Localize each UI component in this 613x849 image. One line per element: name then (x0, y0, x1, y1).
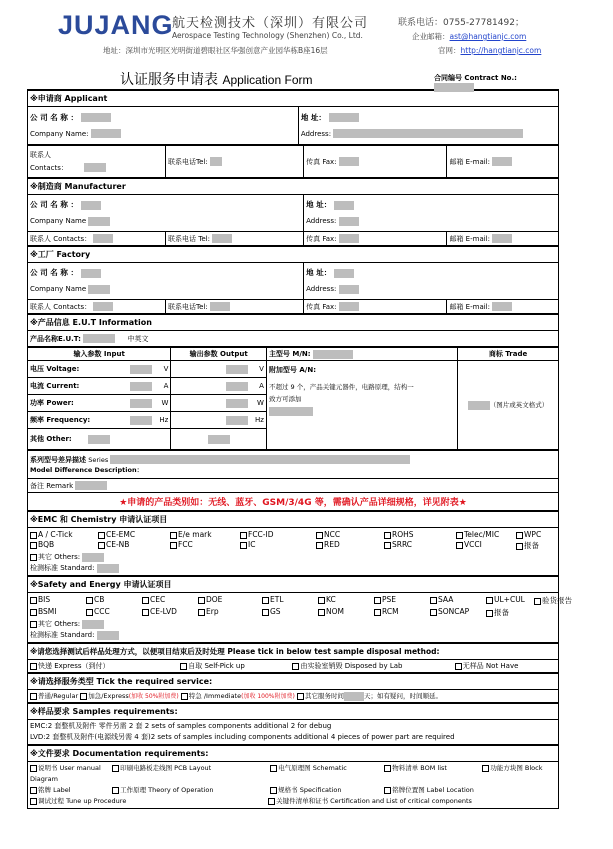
eut-table: ※产品信息 E.U.T Information 产品名称E.U.T: 中英文 (27, 314, 559, 347)
safety-item[interactable]: BIS (30, 595, 86, 606)
emc-item[interactable]: BQB (30, 540, 98, 551)
emc-item[interactable]: CE-EMC (98, 530, 170, 539)
red-note: ★申请的产品类别如：无线、蓝牙、GSM/3/4G 等，需确认产品详细规格，详见附表★ (28, 493, 559, 511)
contract-field[interactable] (434, 83, 474, 92)
mfr-tel-field[interactable] (212, 234, 232, 243)
safety-other-field[interactable] (82, 620, 104, 629)
form-titlebar (27, 68, 559, 90)
emc-item[interactable]: ROHS (384, 530, 456, 539)
safety-standard-field[interactable] (97, 631, 119, 640)
disposal-selfpick[interactable]: 自取 Self-Pick up (180, 661, 290, 671)
emc-table: ※EMC 和 Chemistry 申请认证项目 A / C-Tick CE-EMC E/e mark FCC-ID NCC ROHS Telec/MIC WPC BQB CE-NB FCC IC RED SRRC VCCI 报备 其它 Others: 检测标准 Standard: (27, 511, 559, 576)
disposal-bylab[interactable]: 由实验室销毁 Disposed by Lab (292, 661, 452, 671)
safety-item[interactable]: NOM (318, 607, 374, 618)
applicant-tel-field[interactable] (210, 157, 222, 166)
emc-standard-field[interactable] (97, 564, 119, 573)
factory-tel-field[interactable] (210, 302, 230, 311)
trade-field[interactable] (468, 401, 490, 410)
safety-item[interactable]: DOE (198, 595, 262, 606)
emc-item[interactable]: RED (316, 540, 384, 551)
service-regular[interactable]: 普通/Regular (30, 692, 78, 700)
doc-item[interactable]: 功能方块图 Block Diagram (30, 764, 543, 783)
company-mail: 企业邮箱：ast@hangtianjc.com (412, 32, 527, 41)
doc-item[interactable]: 关键件清单和证书 Certification and List of critical components (268, 797, 472, 805)
emc-item[interactable]: IC (240, 540, 316, 551)
emc-item[interactable]: Telec/MIC (456, 530, 516, 539)
manufacturer-table: ※制造商 Manufacturer 公 司 名 称 ： Company Name 地 址： Address: 联系人 Contacts： 联系电话 Tel: 传真 Fax: 邮箱 E-mail: (27, 178, 559, 246)
doc-item[interactable]: 调试过程 Tune up Procedure (30, 796, 266, 807)
safety-item[interactable]: UL+CUL (486, 595, 534, 606)
emc-item[interactable]: E/e mark (170, 530, 240, 539)
safety-item[interactable]: SAA (430, 595, 486, 606)
emc-item[interactable]: SRRC (384, 540, 456, 551)
doc-item[interactable]: 物料清单 BOM list (384, 763, 480, 774)
service-table (27, 673, 559, 703)
safety-item[interactable]: 报备 (486, 607, 534, 618)
safety-section: ※Safety and Energy 申请认证项目 (28, 577, 559, 593)
applicant-table: ※申请商 Applicant 公 司 名 称 ： Company Name: 地 址： Address: (27, 90, 559, 145)
manufacturer-section: ※制造商 Manufacturer (28, 179, 559, 195)
doc-item[interactable]: 铭牌位置图 Label Location (384, 786, 474, 794)
company-address: 地址：深圳市光明区光明街道碧眼社区华强创意产业园华栋B座16层 (103, 46, 328, 55)
disposal-section: ※请您选择测试后样品处理方式，以便项目结束后及时处理 Please tick in below test sample disposal method: (28, 644, 559, 660)
samples-table: ※样品要求 Samples requirements: EMC:2 套整机及附件 零件另需 2 套 2 sets of samples components additional 2 for debug LVD:2 套整机及附件(电源线另需 4 套)2 sets of samples including components additional 4 pieces of power part are required (27, 703, 559, 745)
service-days-field[interactable] (344, 692, 364, 701)
doc-item[interactable]: 电气原理图 Schematic (270, 763, 382, 774)
emc-section: ※EMC 和 Chemistry 申请认证项目 (28, 512, 559, 528)
out-voltage-field[interactable] (226, 365, 248, 374)
mail-link[interactable]: ast@hangtianjc.com (449, 32, 527, 41)
application-form: 认证服务申请表 Application Form 合同编号 Contract No.: ※申请商 Applicant 公 司 名 称 ： Company Name: 地 址： Address: 联系人 Contacts： 联系电话Tel: 传真 Fax: 邮箱 E-mail: ※制造商 Manufacturer 公 司 名 称 ： Company Name 地 址： Address: 联系人 Contacts： 联系电话 Tel: 传真 Fax: 邮箱 E-mail: ※工厂 Factory 公 司 名 称 ： Company Name 地 址： Address: 联系人 Contacts： 联系电话Tel: 传真 Fax: 邮箱 E-mail: ※产品信息 E.U.T Information 产品名称E.U.T: 中英文 输入参数 Input 输出参数 Output 主型号 M/N: 商标 Trade 电压 Voltage: V 电流 Current: A 功率 Power: W 频率 Frequency: Hz 其他 Other: V A W Hz 附加型号 A/N: 不超过 9 个，产品关键元器件，电路原理，结构一 致方可添加 （图片或英文格式） 系列型号差异描述 Series Model Difference Description： 备注 Remark ★申请的产品类别如：无线、蓝牙、GSM/3/4G 等，需确认产品详细规格，详见附表★ ※EMC 和 Chemistry 申请认证项目 A / C-Tick CE-EMC E/e mark FCC-ID NCC ROHS Telec/MIC WPC BQB CE-NB FCC IC RED SRRC VCCI 报备 其它 Others: 检测标准 Standard: ※Safety and Energy 申请认证项目 BIS CB CEC DOE ETL KC PSE SAA UL+CUL 验货报告 BSMI CCC CE-LVD Erp GS NOM RCM SONCAP 报备 其它 Others: 检测标准 Standard: ※请您选择测试后样品处理方式，以便项目结束后及时处理 Please tick in below test sample disposal method: 快递 Express（到付） 自取 Self-Pick up 由实验室销毁 Disposed by Lab 无样品 Not Have ※请选择服务类型 Tick the required service: 普通/Regular 加急/Express(加收 50%附加费) 特急 /Immediate(加收 100%附加费) 其它服务时间 天；如有疑问，时间顺延。 ※样品要求 Samples requirements: EMC:2 套整机及附件 零件另需 2 套 2 sets of samples components additional 2 for debug LVD:2 套整机及附件(电源线另需 4 套)2 sets of samples including components additional 4 pieces of power part are required ※文件要求 Documentation requirements: 说明书 User manual 印刷电路板走线图 PCB Layout 电气原理图 Schematic 物料清单 BOM list 功能方块图 Block Diagram 铭牌 Label 工作原理 Theory of Operation 规格书 Specification 铭牌位置图 Label Location 调试过程 Tune up Procedure 关键件清单和证书 Certification and List of critical components (27, 68, 559, 809)
factory-fax-field[interactable] (339, 302, 359, 311)
safety-item[interactable]: KC (318, 595, 374, 606)
safety-item[interactable]: 验货报告 (534, 595, 584, 606)
emc-item[interactable]: CE-NB (98, 540, 170, 551)
web-link[interactable]: http://hangtianjc.com (460, 46, 542, 55)
out-freq-field[interactable] (226, 416, 248, 425)
emc-item[interactable]: NCC (316, 530, 384, 539)
mfr-contact-field[interactable] (93, 234, 113, 243)
in-other-field[interactable] (88, 435, 110, 444)
disposal-express[interactable]: 快递 Express（到付） (30, 661, 178, 671)
safety-item[interactable]: BSMI (30, 607, 86, 618)
service-other[interactable]: 其它服务时间 天；如有疑问，时间顺延。 (297, 692, 442, 700)
add-model-field[interactable] (269, 407, 313, 416)
applicant-company-en-field[interactable] (91, 129, 121, 138)
doc-item[interactable]: 说明书 User manual (30, 763, 110, 774)
factory-company-cn-field[interactable] (81, 269, 101, 278)
remark-field[interactable] (75, 481, 107, 490)
disposal-none[interactable]: 无样品 Not Have (455, 662, 519, 670)
doc-item[interactable]: 规格书 Specification (270, 785, 382, 796)
service-immediate[interactable]: 特急 /Immediate(加收 100%附加费) (181, 692, 295, 700)
factory-section: ※工厂 Factory (28, 247, 559, 263)
applicant-fax-field[interactable] (339, 157, 359, 166)
emc-other-field[interactable] (82, 553, 104, 562)
output-head: 输出参数 Output (171, 348, 267, 361)
safety-item[interactable]: Erp (198, 607, 262, 618)
input-head: 输入参数 Input (28, 348, 171, 361)
emc-item[interactable]: FCC (170, 540, 240, 551)
safety-item[interactable]: ETL (262, 595, 318, 606)
company-logo: JUJANG (58, 10, 174, 40)
diff-series-field[interactable] (110, 455, 410, 464)
mfr-email-field[interactable] (492, 234, 512, 243)
company-tel: 联系电话：0755-27781492； (398, 18, 524, 28)
safety-item[interactable]: CCC (86, 607, 142, 618)
mfr-company-en-field[interactable] (88, 217, 110, 226)
disposal-table (27, 643, 559, 673)
factory-email-field[interactable] (492, 302, 512, 311)
eut-name-field[interactable] (83, 334, 115, 343)
service-section: ※请选择服务类型 Tick the required service: (28, 674, 559, 690)
applicant-email-field[interactable] (492, 157, 512, 166)
applicant-company-cn-field[interactable] (81, 113, 111, 122)
trade-head: 商标 Trade (458, 348, 559, 361)
emc-item[interactable]: 报备 (516, 540, 556, 551)
docs-table (27, 745, 559, 809)
in-current-field[interactable] (130, 382, 152, 391)
company-web: 官网：http://hangtianjc.com (438, 46, 542, 55)
safety-item[interactable]: CB (86, 595, 142, 606)
doc-item[interactable]: 工作原理 Theory of Operation (112, 785, 268, 796)
samples-section: ※样品要求 Samples requirements: (28, 704, 559, 720)
main-model-field[interactable] (313, 350, 353, 359)
applicant-addr-cn-field[interactable] (329, 113, 359, 122)
mfr-addr-cn-field[interactable] (334, 201, 354, 210)
mfr-addr-en-field[interactable] (339, 217, 359, 226)
out-other-field[interactable] (208, 435, 230, 444)
emc-item[interactable]: VCCI (456, 540, 516, 551)
safety-item[interactable]: CEC (142, 595, 198, 606)
factory-contact-field[interactable] (93, 302, 113, 311)
company-name-cn: 航天检测技术（深圳）有限公司 (172, 16, 369, 31)
eut-section: ※产品信息 E.U.T Information (28, 315, 559, 331)
factory-company-en-field[interactable] (88, 285, 110, 294)
safety-item[interactable]: SONCAP (430, 607, 486, 618)
emc-item[interactable]: FCC-ID (240, 530, 316, 539)
company-name-en: Aerospace Testing Technology (Shenzhen) Co., Ltd. (172, 31, 363, 40)
doc-item[interactable]: 印刷电路板走线图 PCB Layout (112, 763, 268, 774)
factory-addr-en-field[interactable] (339, 285, 359, 294)
mfr-company-cn-field[interactable] (81, 201, 101, 210)
in-voltage-field[interactable] (130, 365, 152, 374)
doc-item[interactable]: 铭牌 Label (30, 785, 110, 796)
applicant-section: ※申请商 Applicant (28, 91, 559, 107)
out-power-field[interactable] (226, 399, 248, 408)
factory-addr-cn-field[interactable] (334, 269, 354, 278)
applicant-contact-field[interactable] (84, 163, 106, 172)
form-title: 认证服务申请表 Application Form (120, 72, 313, 88)
safety-item[interactable]: PSE (374, 595, 430, 606)
emc-item[interactable]: A / C-Tick (30, 530, 98, 539)
docs-section: ※文件要求 Documentation requirements: (28, 746, 559, 762)
emc-item[interactable]: WPC (516, 530, 556, 539)
safety-item[interactable]: GS (262, 607, 318, 618)
safety-table: ※Safety and Energy 申请认证项目 BIS CB CEC DOE ETL KC PSE SAA UL+CUL 验货报告 BSMI CCC CE-LVD Erp GS NOM RCM SONCAP 报备 其它 Others: 检测标准 Standard: (27, 576, 559, 643)
service-express[interactable]: 加急/Express(加收 50%附加费) (80, 692, 179, 700)
contract-no: 合同编号 Contract No.: (434, 73, 559, 92)
in-freq-field[interactable] (130, 416, 152, 425)
safety-item[interactable]: CE-LVD (142, 607, 198, 618)
in-power-field[interactable] (130, 399, 152, 408)
mfr-fax-field[interactable] (339, 234, 359, 243)
applicant-addr-en-field[interactable] (333, 129, 523, 138)
safety-item[interactable]: RCM (374, 607, 430, 618)
out-current-field[interactable] (226, 382, 248, 391)
factory-table: ※工厂 Factory 公 司 名 称 ： Company Name 地 址： Address: 联系人 Contacts： 联系电话Tel: 传真 Fax: 邮箱 E-mail: (27, 246, 559, 314)
